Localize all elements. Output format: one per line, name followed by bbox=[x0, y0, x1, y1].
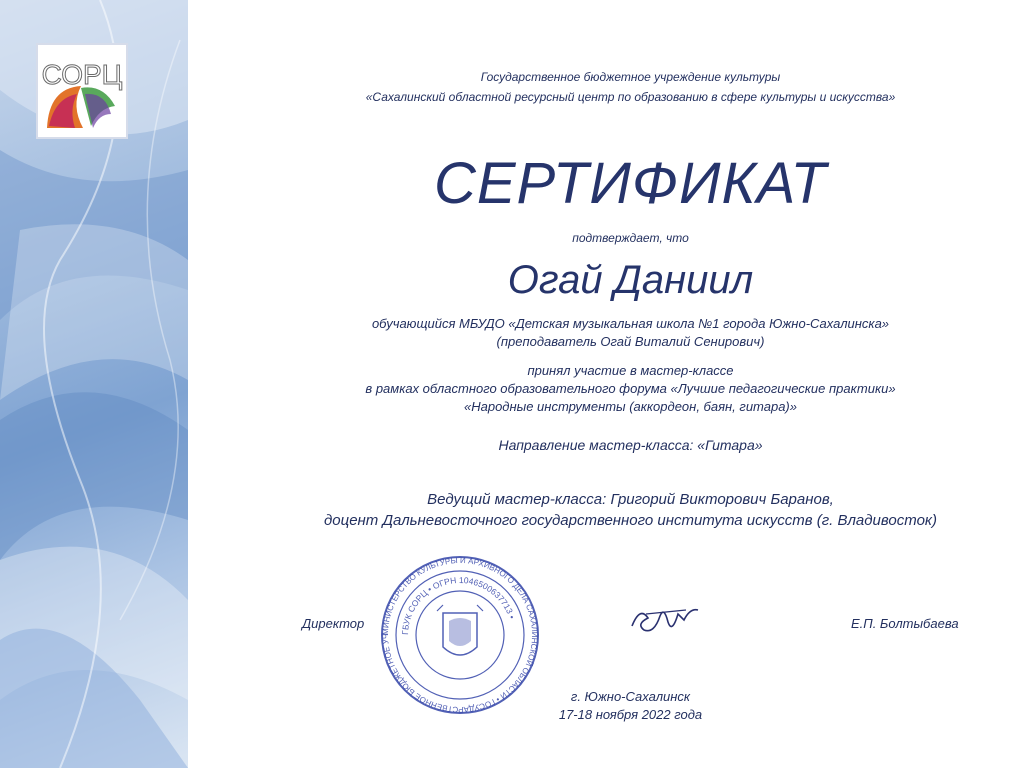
stamp-outer-text: МИНИСТЕРСТВО КУЛЬТУРЫ И АРХИВНОГО ДЕЛА САХАЛИНСКОЙ ОБЛАСТИ • ГОСУДАРСТВЕННОЕ БЮДЖЕТНОЕ УЧ bbox=[380, 555, 540, 715]
director-label: Директор bbox=[302, 616, 365, 631]
direction-line: Направление мастер-класса: «Гитара» bbox=[498, 437, 763, 453]
forum-line-2: «Народные инструменты (аккордеон, баян, гитара)» bbox=[464, 399, 797, 414]
organization-line-1: Государственное бюджетное учреждение культуры bbox=[480, 70, 781, 84]
signature-graphic bbox=[626, 600, 706, 640]
teacher-line: (преподаватель Огай Виталий Сенирович) bbox=[496, 334, 765, 349]
decorative-sidebar bbox=[0, 0, 188, 768]
certificate-title: СЕРТИФИКАТ bbox=[433, 151, 827, 216]
organization-line-2: «Сахалинский областной ресурсный центр по образованию в сфере культуры и искусства» bbox=[365, 90, 896, 104]
date-line: 17-18 ноября 2022 года bbox=[558, 707, 703, 722]
director-signature bbox=[626, 600, 706, 645]
logo-text: СОРЦ bbox=[41, 59, 123, 90]
logo-graphic bbox=[41, 48, 123, 134]
sorc-logo bbox=[38, 45, 126, 137]
stamp-inner-text: ГБУК СОРЦ • ОГРН 1046500637713 • bbox=[399, 574, 518, 636]
forum-line-1: в рамках областного образовательного форума «Лучшие педагогические практики» bbox=[365, 381, 896, 396]
confirms-text: подтверждает, что bbox=[572, 231, 689, 245]
leader-line-2: доцент Дальневосточного государственного института искусств (г. Владивосток) bbox=[323, 512, 937, 529]
recipient-name: Огай Даниил bbox=[507, 258, 754, 302]
student-line: обучающийся МБУДО «Детская музыкальная школа №1 города Южно-Сахалинска» bbox=[371, 316, 890, 331]
city-line: г. Южно-Сахалинск bbox=[570, 689, 691, 704]
participation-line: принял участие в мастер-классе bbox=[527, 363, 734, 378]
leader-line-1: Ведущий мастер-класса: Григорий Викторович Баранов, bbox=[427, 491, 834, 508]
director-name: Е.П. Болтыбаева bbox=[851, 616, 959, 631]
